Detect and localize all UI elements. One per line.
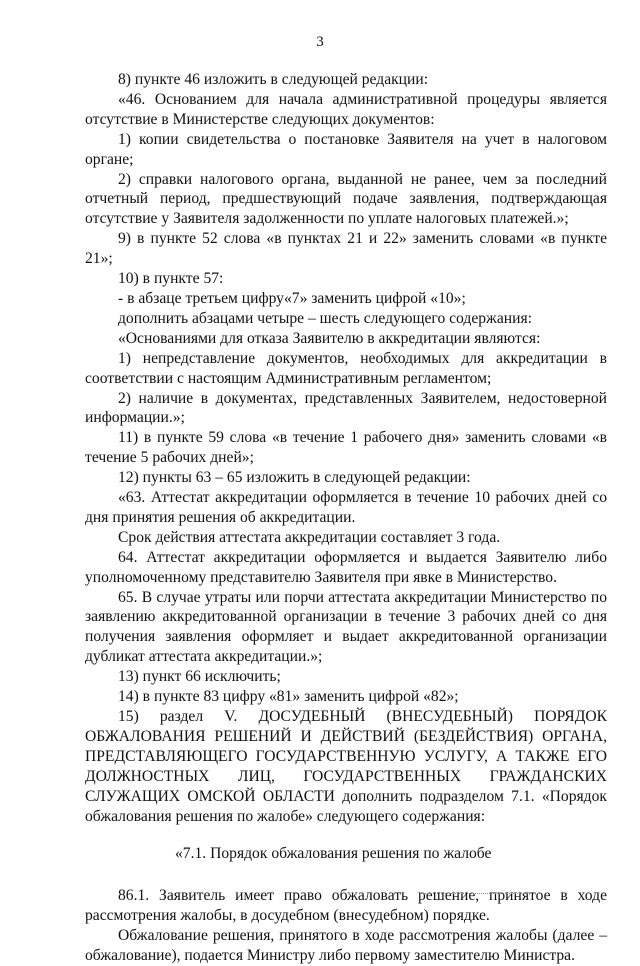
paragraph-item-8: 8) пункте 46 изложить в следующей редакции: [118, 71, 429, 88]
subsection-heading: «7.1. Порядок обжалования решения по жалобе [175, 845, 492, 863]
paragraph-item-11: 11) в пункте 59 слова «в течение 1 рабочего дня» заменить словами «в течение 5 рабочих дней»; [85, 429, 607, 467]
paragraph-refusal-2: 2) наличие в документах, представленных Заявителем, недостоверной информации.»; [85, 389, 607, 427]
footer-divider [420, 893, 540, 894]
item-15-suffix: дополнить подразделом 7.1. «Порядок обжалования решения по жалобе» следующего содержания: [85, 787, 607, 825]
item-15-section-title: ДОСУДЕБНЫЙ (ВНЕСУДЕБНЫЙ) ПОРЯДОК ОБЖАЛОВАНИЯ РЕШЕНИЙ И ДЕЙСТВИЙ (БЕЗДЕЙСТВИЯ) ОРГАНА, ПРЕДСТАВЛЯЮЩЕГО ГОСУДАРСТВЕННУЮ УСЛУГУ, А ТАКЖЕ ЕГО ДОЛЖНОСТНЫХ ЛИЦ, ГОСУДАРСТВЕННЫХ ГРАЖДАНСКИХ СЛУЖАЩИХ ОМСКОЙ ОБЛАСТИ [85, 708, 607, 805]
paragraph-64: 64. Аттестат аккредитации оформляется и выдается Заявителю либо уполномоченному представителю Заявителя при явке в Министерство. [85, 548, 607, 586]
paragraph-item-9: 9) в пункте 52 слова «в пунктах 21 и 22» заменить словами «в пункте 21»; [85, 230, 607, 268]
paragraph-86-1: 86.1. Заявитель имеет право обжаловать решение, принятое в ходе рассмотрения жалобы, в досудебном (внесудебном) порядке. [85, 887, 607, 925]
paragraph-item-12: 12) пункты 63 – 65 изложить в следующей редакции: [118, 469, 471, 487]
paragraph-65: 65. В случае утраты или порчи аттестата аккредитации Министерство по заявлению аккредитованной организации в течение 3 рабочих дней со дня получения заявления оформляет и выдает аккредитованной организации дубликат аттестата аккредитации.»; [85, 588, 607, 666]
item-15-prefix: 15) раздел V. [118, 708, 238, 725]
paragraph-item-14: 14) в пункте 83 цифру «81» заменить цифрой «82»; [118, 688, 459, 706]
paragraph-46-2: 2) справки налогового органа, выданной не ранее, чем за последний отчетный период, предшествующий подаче заявления, подтверждающая отсутствие у Заявителя задолженности по уплате налоговых платежей.»; [85, 170, 607, 228]
paragraph-46: «46. Основанием для начала административной процедуры является отсутствие в Министерстве следующих документов: [85, 90, 607, 128]
paragraph-item-10-a: - в абзаце третьем цифру«7» заменить цифрой «10»; [118, 289, 466, 307]
paragraph-item-10-b: дополнить абзацами четыре – шесть следующего содержания: [118, 309, 532, 327]
page-number: 3 [316, 34, 324, 50]
paragraph-appeal: Обжалование решения, принятого в ходе рассмотрения жалобы (далее – обжалование), подается Министру либо первому заместителю Министра. [85, 927, 607, 965]
paragraph-46-1: 1) копии свидетельства о постановке Заявителя на учет в налоговом органе; [85, 130, 607, 168]
paragraph-refusal-grounds: «Основаниями для отказа Заявителю в аккредитации являются: [118, 329, 541, 347]
paragraph-item-10: 10) в пункте 57: [118, 270, 224, 288]
paragraph-item-13: 13) пункт 66 исключить; [118, 668, 281, 686]
document-body [85, 70, 607, 966]
paragraph-item-15 [85, 707, 607, 826]
paragraph-63-term: Срок действия аттестата аккредитации составляет 3 года. [118, 528, 501, 546]
paragraph-63: «63. Аттестат аккредитации оформляется в течение 10 рабочих дней со дня принятия решения об аккредитации. [85, 489, 607, 526]
paragraph-refusal-1: 1) непредставление документов, необходимых для аккредитации в соответствии с настоящим Административным регламентом; [85, 349, 607, 387]
